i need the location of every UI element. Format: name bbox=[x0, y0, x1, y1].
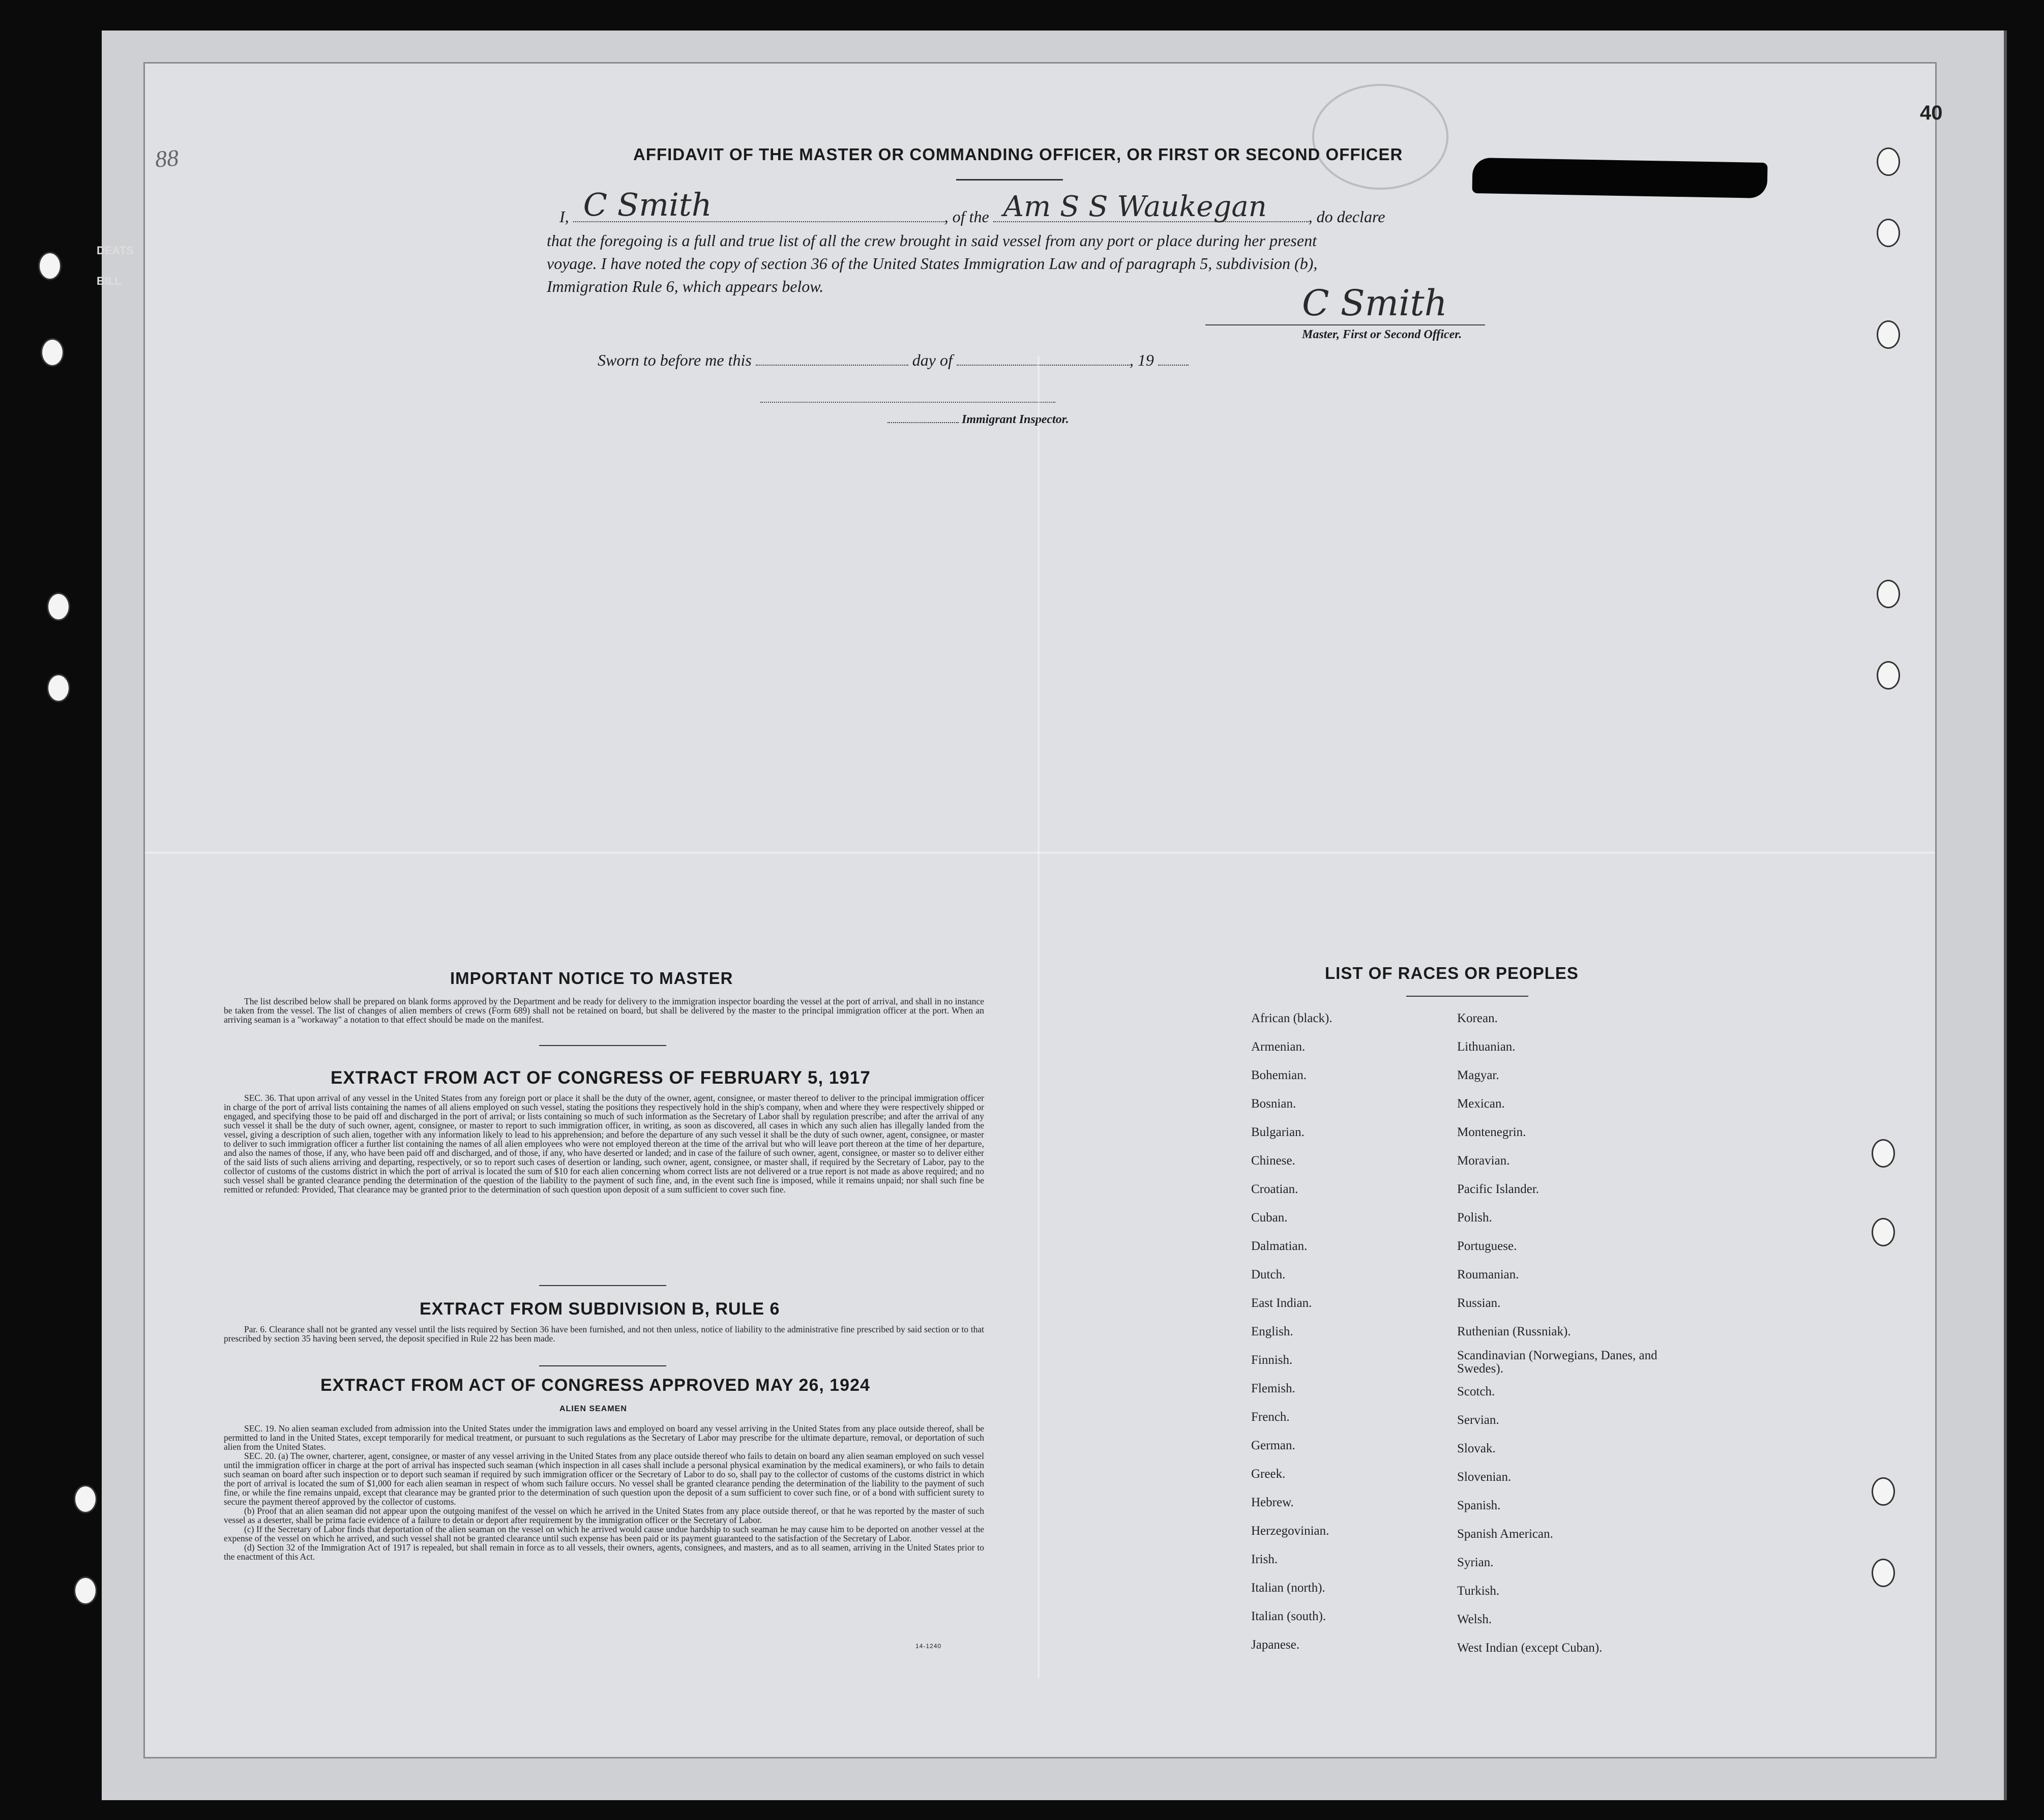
sworn-label: Sworn to before me this bbox=[598, 351, 752, 369]
sworn-month-field bbox=[957, 352, 1130, 366]
race-item: Bohemian. bbox=[1251, 1068, 1307, 1082]
race-item: Italian (south). bbox=[1251, 1609, 1326, 1623]
binder-hole bbox=[74, 1576, 97, 1605]
binder-hole bbox=[1877, 147, 1900, 176]
race-item: Herzegovinian. bbox=[1251, 1524, 1329, 1538]
race-item: Lithuanian. bbox=[1457, 1040, 1516, 1054]
title-rule bbox=[956, 179, 1063, 181]
paragraph-6-text: Par. 6. Clearance shall not be granted any vessel until the lists required by Section 36 have been furnished, and not then unless, notice of liability to the administrative fine prescribed by said section or to that prescribed by section 35 having been served, the deposit specified in Rule 22 has been made. bbox=[224, 1324, 984, 1344]
race-item: Roumanian. bbox=[1457, 1268, 1519, 1281]
race-item: Italian (north). bbox=[1251, 1581, 1325, 1595]
affidavit-line-2: that the foregoing is a full and true list of all the crew brought in said vessel from any port or place during her present bbox=[547, 231, 1317, 250]
vessel-name-field bbox=[993, 190, 1309, 223]
pencil-note: 88 bbox=[154, 144, 180, 172]
section-rule bbox=[539, 1365, 666, 1366]
binder-hole bbox=[38, 252, 62, 280]
extract-1924-body bbox=[224, 1424, 984, 1561]
race-item: Armenian. bbox=[1251, 1040, 1306, 1054]
page-number: 40 bbox=[1920, 102, 1943, 124]
sec-20d-text: (d) Section 32 of the Immigration Act of 1917 is repealed, but shall remain in force as to all vessels, their owners, agents, consignees, and masters, and as to all seamen, arriving in the United States prior to the enactment of this Act. bbox=[224, 1542, 984, 1562]
race-item: French. bbox=[1251, 1410, 1290, 1424]
inspector-caption-text: Immigrant Inspector. bbox=[962, 413, 1069, 426]
binder-hole bbox=[1872, 1477, 1895, 1506]
races-title-rule bbox=[1406, 996, 1528, 997]
races-left-column bbox=[1251, 1004, 1332, 1659]
inspector-signature-line bbox=[760, 402, 1055, 403]
extract-1917-title: EXTRACT FROM ACT OF CONGRESS OF FEBRUARY 5, 1917 bbox=[331, 1068, 871, 1088]
master-signature: C Smith bbox=[1302, 282, 1447, 324]
race-item: Greek. bbox=[1251, 1467, 1286, 1481]
race-item: Croatian. bbox=[1251, 1182, 1298, 1196]
notice-title: IMPORTANT NOTICE TO MASTER bbox=[450, 969, 733, 988]
binder-hole bbox=[1872, 1218, 1895, 1246]
binder-hole bbox=[1872, 1559, 1895, 1587]
race-item: West Indian (except Cuban). bbox=[1457, 1641, 1603, 1655]
of-the-label: , of the bbox=[944, 207, 989, 226]
extract-1924-title: EXTRACT FROM ACT OF CONGRESS APPROVED MAY 26, 1924 bbox=[320, 1376, 870, 1395]
race-item: Dutch. bbox=[1251, 1268, 1286, 1281]
race-item: German. bbox=[1251, 1439, 1295, 1452]
race-item: Korean. bbox=[1457, 1011, 1498, 1025]
race-item: Irish. bbox=[1251, 1553, 1278, 1566]
notice-body bbox=[224, 997, 984, 1024]
binder-hole bbox=[1872, 1139, 1895, 1168]
race-item: English. bbox=[1251, 1325, 1293, 1338]
inspector-caption bbox=[887, 413, 1069, 427]
faded-seal-stamp bbox=[1312, 84, 1448, 190]
race-item: Mexican. bbox=[1457, 1097, 1505, 1111]
extract-1917-body bbox=[224, 1093, 984, 1194]
race-item: Dalmatian. bbox=[1251, 1239, 1308, 1253]
race-item: Bosnian. bbox=[1251, 1097, 1296, 1111]
race-item: Japanese. bbox=[1251, 1638, 1300, 1652]
binder-hole bbox=[47, 674, 70, 702]
redaction-mark bbox=[1472, 158, 1767, 198]
form-number: 14-1240 bbox=[915, 1643, 942, 1650]
extract-rule6-title: EXTRACT FROM SUBDIVISION B, RULE 6 bbox=[420, 1299, 780, 1319]
section-36-text: SEC. 36. That upon arrival of any vessel in the United States from any foreign port or place it shall be the duty of the owner, agent, consignee, or master thereof to deliver to the principal immigration officer in charge of the port of arrival lists containing the names of all aliens employed on such vessel, stating the positions they respectively hold in the ship's company, when and where they were respectively shipped or engaged, and specifying those to be paid off and discharged in the port of arrival; or lists containing so much of such information as the Secretary of Labor shall by regulation prescribe; and after the arrival of any such vessel it shall be the duty of such owner, agent, consignee, or master to report to such immigration officer, in writing, as soon as discovered, all cases in which any such alien has illegally landed from the vessel, giving a description of such alien, together with any information likely to lead to his apprehension; and before the departure of any such vessel it shall be the duty of such owner, agent, consignee, or master to deliver to such immigration officer a further list containing the names of all alien employees who were not employed thereon at the time of the arrival but who will leave port thereon at the time of her departure, and also the names of those, if any, who have been paid off and discharged, and of those, if any, who have deserted or landed; and in case of the failure of such owner, agent, consignee, or master so to deliver either of the said lists of such aliens arriving and departing, respectively, or so to report such cases of desertion or landing, such owner, agent, consignee, or master shall, if required by the Secretary of Labor, pay to the collector of customs of the customs district in which the port of arrival is located the sum of $10 for each alien concerning whom correct lists are not delivered or a true report is not made as above required; and no such vessel shall be granted clearance pending the determination of the question of the liability to the payment of such fine, and, in the event such fine is imposed, while it remains unpaid; nor shall such fine be remitted or refunded: Provided, That clearance may be granted prior to the determination of such question upon deposit of a sum sufficient to cover such fine. bbox=[224, 1093, 984, 1195]
race-item: Moravian. bbox=[1457, 1154, 1510, 1168]
race-item: Scandinavian (Norwegians, Danes, and Swedes). bbox=[1457, 1349, 1657, 1376]
binder-hole bbox=[47, 592, 70, 621]
binder-hole bbox=[74, 1485, 97, 1513]
binder-hole bbox=[41, 338, 64, 367]
master-name-field bbox=[573, 186, 944, 223]
affidavit-line-3: voyage. I have noted the copy of section 36 of the United States Immigration Law and of paragraph 5, subdivision (b), bbox=[547, 254, 1318, 273]
race-item: Russian. bbox=[1457, 1296, 1501, 1310]
race-item: Pacific Islander. bbox=[1457, 1182, 1539, 1196]
race-item: Welsh. bbox=[1457, 1613, 1492, 1626]
vessel-name-handwriting: Am S S Waukegan bbox=[1003, 190, 1267, 223]
section-rule bbox=[539, 1045, 666, 1046]
day-of-label: day of bbox=[912, 351, 953, 369]
signature-caption: Master, First or Second Officer. bbox=[1302, 328, 1462, 341]
margin-mark: DEATS bbox=[97, 244, 134, 257]
race-item: Syrian. bbox=[1457, 1556, 1494, 1569]
races-title: LIST OF RACES OR PEOPLES bbox=[1325, 964, 1579, 982]
binder-hole bbox=[1877, 320, 1900, 349]
sworn-line bbox=[598, 351, 1189, 370]
affidavit-line-1 bbox=[559, 186, 1385, 226]
race-item: Montenegrin. bbox=[1457, 1125, 1526, 1139]
affidavit-line-4: Immigration Rule 6, which appears below. bbox=[547, 277, 824, 295]
races-right-column bbox=[1457, 1004, 1681, 1662]
binder-hole bbox=[1877, 661, 1900, 690]
race-item: Finnish. bbox=[1251, 1353, 1293, 1367]
signature-line bbox=[1205, 324, 1485, 325]
notice-paragraph: The list described below shall be prepared on blank forms approved by the Department and be ready for delivery to the immigration inspector boarding the vessel at the port of arrival, and shall in no instance be taken from the vessel. The list of changes of alien members of crews (Form 689) shall not be retained on board, but shall be delivered by the master to the principal immigration officer at the port. When an arriving seaman is a "workaway" a notation to that effect should be made on the manifest. bbox=[224, 996, 984, 1025]
race-item: Slovenian. bbox=[1457, 1470, 1512, 1484]
race-item: Polish. bbox=[1457, 1211, 1492, 1225]
section-rule bbox=[539, 1285, 666, 1286]
binder-hole bbox=[1877, 219, 1900, 247]
race-item: Magyar. bbox=[1457, 1068, 1499, 1082]
fold-crease bbox=[1038, 356, 1040, 1678]
affidavit-title: AFFIDAVIT OF THE MASTER OR COMMANDING OFFICER, OR FIRST OR SECOND OFFICER bbox=[633, 145, 1403, 164]
sec-19-text: SEC. 19. No alien seaman excluded from admission into the United States under the immigration laws and employed on board any vessel arriving in the United States from any place outside thereof, shall be permitted to land in the United States, except temporarily for medical treatment, or pursuant to such regulations as the Secretary of Labor may prescribe for the ultimate departure, removal, or deportation of such alien from the United States. bbox=[224, 1423, 984, 1452]
sec-20c-text: (c) If the Secretary of Labor finds that deportation of the alien seaman on the vessel on which he arrived would cause undue hardship to such seaman he may cause him to be deported on another vessel at the expense of the vessel on which he arrived, and such vessel shall not be granted clearance until such expense has been paid or its payment guaranteed to the satisfaction of the Secretary of Labor. bbox=[224, 1524, 984, 1543]
race-item: African (black). bbox=[1251, 1011, 1332, 1025]
binder-hole bbox=[1877, 580, 1900, 608]
extract-rule6-body bbox=[224, 1325, 984, 1343]
margin-mark: BILL bbox=[97, 275, 122, 287]
year-label: , 19 bbox=[1129, 351, 1154, 369]
race-item: Flemish. bbox=[1251, 1382, 1295, 1395]
i-label: I, bbox=[559, 207, 569, 226]
sec-20b-text: (b) Proof that an alien seaman did not appear upon the outgoing manifest of the vessel on which he arrived in the United States from any place outside thereof, or that he was reported by the master of such vessel as a deserter, shall be prima facie evidence of a failure to detain or deport after requirement by the immigration officer or the Secretary of Labor. bbox=[224, 1506, 984, 1525]
race-item: Hebrew. bbox=[1251, 1496, 1294, 1509]
declare-label: , do declare bbox=[1308, 207, 1385, 226]
race-item: Ruthenian (Russniak). bbox=[1457, 1325, 1571, 1338]
race-item: Scotch. bbox=[1457, 1385, 1495, 1398]
race-item: East Indian. bbox=[1251, 1296, 1312, 1310]
race-item: Servian. bbox=[1457, 1413, 1499, 1427]
sworn-day-field bbox=[756, 352, 908, 366]
master-name-handwriting: C Smith bbox=[583, 186, 712, 223]
race-item: Bulgarian. bbox=[1251, 1125, 1305, 1139]
race-item: Chinese. bbox=[1251, 1154, 1295, 1168]
race-item: Spanish American. bbox=[1457, 1527, 1553, 1541]
fold-crease bbox=[145, 852, 1935, 854]
alien-seamen-subtitle: ALIEN SEAMEN bbox=[559, 1405, 627, 1413]
race-item: Spanish. bbox=[1457, 1499, 1501, 1512]
race-item: Cuban. bbox=[1251, 1211, 1288, 1225]
race-item: Turkish. bbox=[1457, 1584, 1500, 1598]
race-item: Portuguese. bbox=[1457, 1239, 1517, 1253]
sworn-year-field bbox=[1158, 352, 1189, 366]
sec-20a-text: SEC. 20. (a) The owner, charterer, agent, consignee, or master of any vessel arriving in the United States from any place outside thereof who fails to detain on board any alien seaman employed on such vessel until the immigration officer in charge at the port of arrival has inspected such seaman (which inspection in all cases shall include a personal physical examination by the medical examiners), or who fails to detain such seaman on board after such inspection or to deport such seaman if required by such immigration officer or the Secretary of Labor to do so, shall pay to the collector of customs of the customs district in which the port of arrival is located the sum of $1,000 for each alien seaman in respect of whom such failure occurs. No vessel shall be granted clearance pending the determination of the liability to the payment of such fine, or while the fine remains unpaid, except that clearance may be granted prior to the determination of such question upon the deposit of a sum sufficient to cover such fine, or of a bond with sufficient surety to secure the payment thereof approved by the collector of customs. bbox=[224, 1451, 984, 1507]
race-item: Slovak. bbox=[1457, 1442, 1496, 1455]
